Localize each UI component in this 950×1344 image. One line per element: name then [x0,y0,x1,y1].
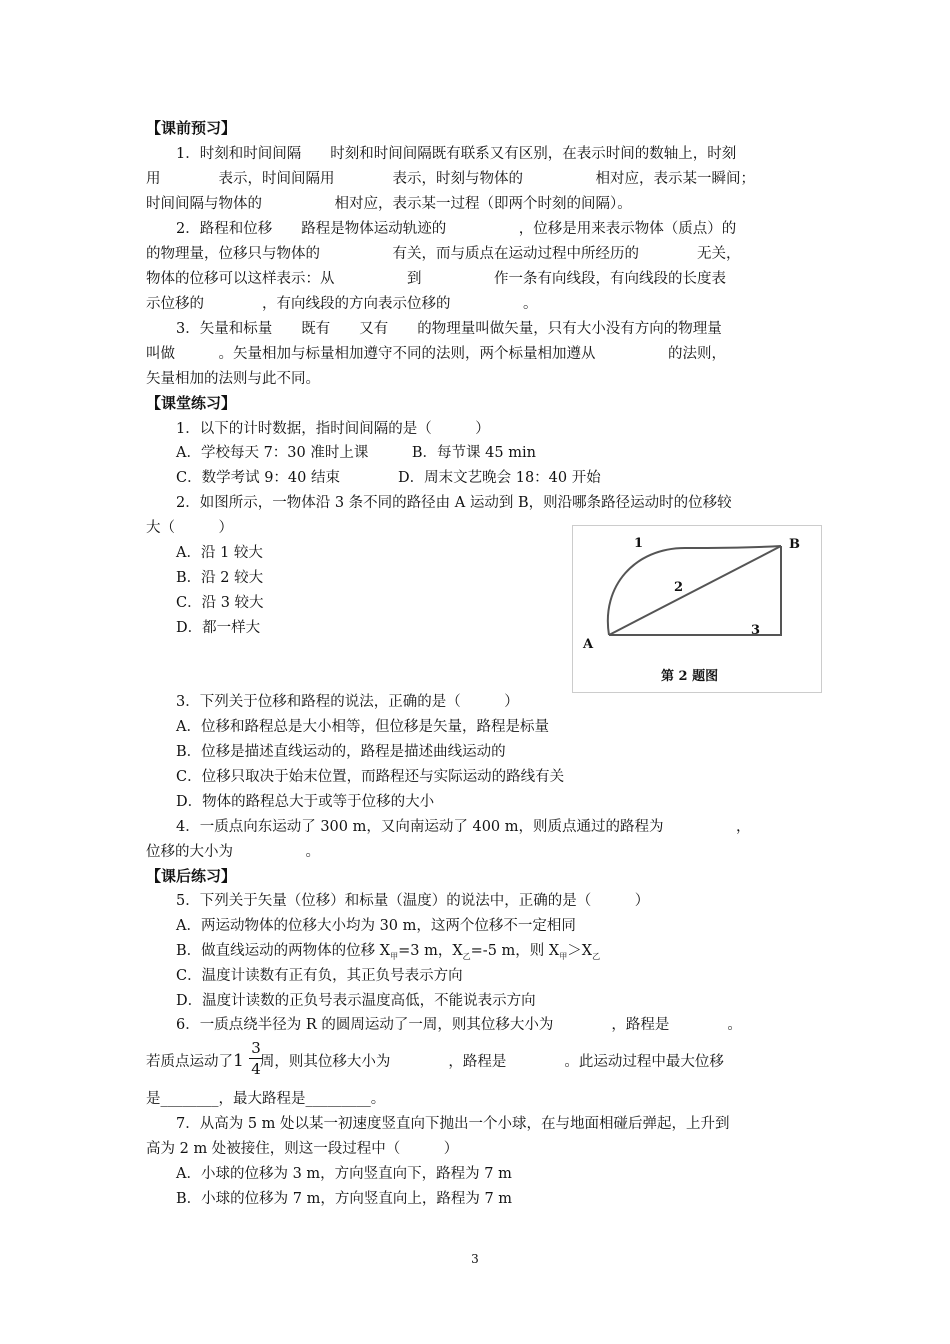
mixed-number-integer: 1 [233,1051,244,1071]
label-path-2: 2 [674,580,684,595]
question-1-options-row: A．学校每天 7：30 准时上课 B．每节课 45 min [176,445,536,461]
path-2-straight [609,546,781,635]
label-path-1: 1 [634,536,644,551]
label-path-3: 3 [751,623,761,638]
option: D．物体的路程总大于或等于位移的大小 [176,794,435,810]
option: B．位移是描述直线运动的，路程是描述曲线运动的 [176,744,506,760]
subscript: 乙 [462,951,471,961]
numerator: 3 [251,1039,261,1057]
question-3: 3．下列关于位移和路程的说法，正确的是（ ） [176,694,519,710]
text-line: 1．时刻和时间间隔 时刻和时间间隔既有联系又有区别，在表示时间的数轴上，时刻 [176,146,737,162]
text-line: 的物理量，位移只与物体的 有关，而与质点在运动过程中所经历的 无关， [146,246,741,262]
option: A．位移和路程总是大小相等，但位移是矢量，路程是标量 [176,719,549,735]
fraction-three-quarters [249,1038,263,1079]
option: C．温度计读数有正有负，其正负号表示方向 [176,968,463,984]
option: B．沿 2 较大 [176,570,264,586]
question-1: 1．以下的计时数据，指时间间隔的是（ ） [176,421,490,437]
text: =3 m，X [398,943,463,959]
text-line: 叫做 。矢量相加与标量相加遵守不同的法则，两个标量相加遵从 的法则， [146,346,726,362]
text-line: 2．路程和位移 路程是物体运动轨迹的 ，位移是用来表示物体（质点）的 [176,221,737,237]
section-heading-preview: 【课前预习】 [146,119,237,137]
section-heading-homework: 【课后练习】 [146,867,237,885]
denominator: 4 [249,1058,263,1079]
option: D．都一样大 [176,620,261,636]
question-6-blanks: 是________，最大路程是_________。 [146,1091,386,1107]
subscript: 乙 [592,951,601,961]
question-5: 5．下列关于矢量（位移）和标量（温度）的说法中，正确的是（ ） [176,893,650,909]
text-line: 时间间隔与物体的 相对应，表示某一过程（即两个时刻的间隔）。 [146,196,632,212]
text-line: 用 表示，时间间隔用 表示，时刻与物体的 相对应，表示某一瞬间； [146,171,755,187]
text: =-5 m，则 X [470,943,560,959]
text-line: 3．矢量和标量 既有 又有 的物理量叫做矢量，只有大小没有方向的物理量 [176,321,722,337]
option-with-subscripts [176,942,840,966]
question-4-continued: 位移的大小为 。 [146,844,320,860]
text-line: 矢量相加的法则与此不同。 [146,371,320,387]
question-2: 2．如图所示，一物体沿 3 条不同的路径由 A 运动到 B，则沿哪条路径运动时的位移较 [176,495,732,511]
figure-caption: 第 2 题图 [661,669,719,684]
text-line: 示位移的 ，有向线段的方向表示位移的 。 [146,296,538,312]
option: A．小球的位移为 3 m，方向竖直向下，路程为 7 m [176,1166,512,1182]
option: C．沿 3 较大 [176,595,264,611]
option: B．小球的位移为 7 m，方向竖直向上，路程为 7 m [176,1191,513,1207]
question-1-options-row: C．数学考试 9：40 结束 D．周末文艺晚会 18：40 开始 [176,470,601,486]
subscript: 甲 [390,951,399,961]
option: A．两运动物体的位移大小均为 30 m，这两个位移不一定相同 [176,918,576,934]
option: C．位移只取决于始末位置，而路程还与实际运动的路线有关 [176,769,565,785]
question-4: 4．一质点向东运动了 300 m，又向南运动了 400 m，则质点通过的路程为 ， [176,819,751,835]
label-point-a: A [583,637,594,652]
text: ＞X [567,943,593,959]
option: A．沿 1 较大 [176,545,263,561]
question-7-continued: 高为 2 m 处被接住，则这一段过程中（ ） [146,1141,459,1157]
label-point-b: B [789,537,800,552]
page-number: 3 [471,1252,479,1266]
subscript: 甲 [559,951,568,961]
question-2-continued: 大（ ） [146,520,233,536]
text: 若质点运动了 [146,1054,233,1070]
text: B．做直线运动的两物体的位移 X [176,943,391,959]
question-6: 6．一质点绕半径为 R 的圆周运动了一周，则其位移大小为 ，路程是 。 [176,1017,742,1033]
option: D．温度计读数的正负号表示温度高低，不能说表示方向 [176,993,536,1009]
path-diagram [573,526,821,692]
question-7: 7．从高为 5 m 处以某一初速度竖直向下抛出一个小球，在与地面相碰后弹起，上升到 [176,1116,730,1132]
text: 周，则其位移大小为 ，路程是 。此运动过程中最大位移 [259,1054,724,1070]
section-heading-classroom: 【课堂练习】 [146,394,237,412]
text-line: 物体的位移可以这样表示：从 到 作一条有向线段，有向线段的长度表 [146,271,726,287]
figure-paths-a-to-b [572,525,822,693]
question-6-continued [146,1052,810,1071]
